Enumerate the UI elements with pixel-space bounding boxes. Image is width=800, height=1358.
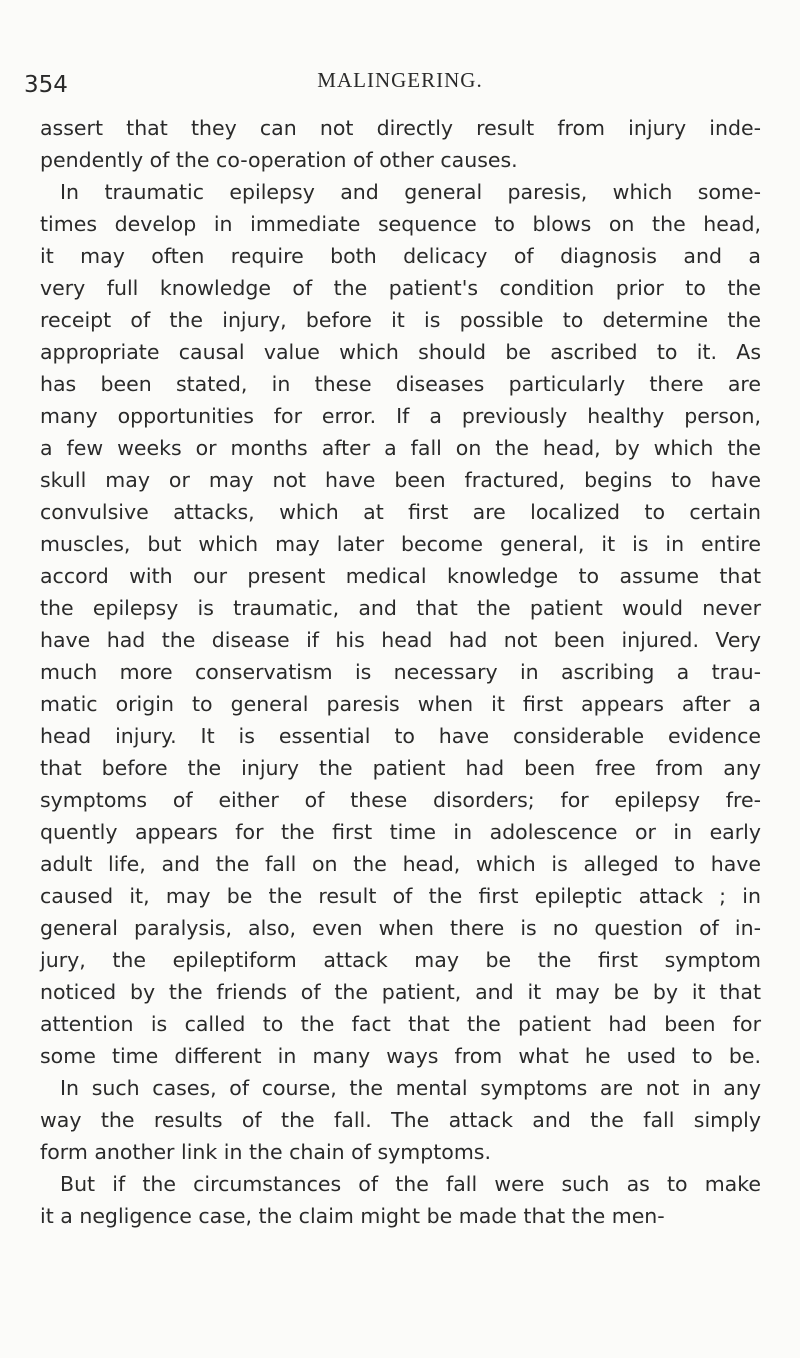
text-line (40, 784, 761, 816)
text-line (40, 560, 761, 592)
text-line (40, 912, 761, 944)
text-line-content: it may often require both delicacy of diagnosis and a (40, 244, 761, 268)
text-line-content: appropriate causal value which should be ascribed to it. As (40, 340, 761, 364)
text-line-content: quently appears for the first time in adolescence or in early (40, 820, 761, 844)
text-line-content: pendently of the co-operation of other causes. (40, 148, 518, 172)
text-line-content: skull may or may not have been fractured, begins to have (40, 468, 761, 492)
text-line (40, 656, 761, 688)
text-line (40, 624, 761, 656)
text-line-content: matic origin to general paresis when it first appears after a (40, 692, 761, 716)
text-line (40, 1200, 761, 1232)
text-line-content: it a negligence case, the claim might be made that the men- (40, 1204, 665, 1228)
text-line (40, 112, 761, 144)
text-line-content: noticed by the friends of the patient, and it may be by it that (40, 980, 761, 1004)
text-line (40, 688, 761, 720)
text-line (40, 400, 761, 432)
text-line (40, 304, 761, 336)
page-body (40, 112, 761, 1232)
text-line-content: the epilepsy is traumatic, and that the patient would never (40, 596, 761, 620)
text-line-content: way the results of the fall. The attack and the fall simply (40, 1108, 761, 1132)
text-line-content: receipt of the injury, before it is possible to determine the (40, 308, 761, 332)
text-line (40, 880, 761, 912)
text-line-content: much more conservatism is necessary in ascribing a trau- (40, 660, 761, 684)
running-title: MALINGERING. (317, 68, 483, 92)
text-line-content: has been stated, in these diseases particularly there are (40, 372, 761, 396)
text-line (40, 1168, 761, 1200)
text-line (40, 1072, 761, 1104)
text-line-content: head injury. It is essential to have considerable evidence (40, 724, 761, 748)
text-line (40, 432, 761, 464)
text-line (40, 720, 761, 752)
text-line-content: have had the disease if his head had not been injured. Very (40, 628, 761, 652)
text-line (40, 944, 761, 976)
text-line (40, 592, 761, 624)
page-number: 354 (24, 72, 68, 98)
text-line-content: jury, the epileptiform attack may be the first symptom (40, 948, 761, 972)
text-line-content: form another link in the chain of symptoms. (40, 1140, 491, 1164)
text-line (40, 1104, 761, 1136)
text-line-content: attention is called to the fact that the patient had been for (40, 1012, 761, 1036)
text-line (40, 1008, 761, 1040)
text-line-content: convulsive attacks, which at first are localized to certain (40, 500, 761, 524)
text-line-content: In such cases, of course, the mental symptoms are not in any (60, 1076, 761, 1100)
text-line-content: caused it, may be the result of the first epileptic attack ; in (40, 884, 761, 908)
text-line (40, 208, 761, 240)
text-line-content: a few weeks or months after a fall on the head, by which the (40, 436, 761, 460)
text-line (40, 976, 761, 1008)
text-line-content: But if the circumstances of the fall were such as to make (60, 1172, 761, 1196)
text-line-content: symptoms of either of these disorders; for epilepsy fre- (40, 788, 761, 812)
text-line-content: adult life, and the fall on the head, which is alleged to have (40, 852, 761, 876)
text-line-content: very full knowledge of the patient's condition prior to the (40, 276, 761, 300)
text-line (40, 272, 761, 304)
text-line (40, 816, 761, 848)
text-line (40, 1040, 761, 1072)
text-line-content: many opportunities for error. If a previously healthy person, (40, 404, 761, 428)
text-line-content: that before the injury the patient had been free from any (40, 756, 761, 780)
text-line (40, 752, 761, 784)
text-line (40, 528, 761, 560)
text-line (40, 336, 761, 368)
text-line-content: general paralysis, also, even when there is no question of in- (40, 916, 761, 940)
text-line (40, 496, 761, 528)
text-line (40, 1136, 761, 1168)
text-line-content: accord with our present medical knowledge to assume that (40, 564, 761, 588)
text-line-content: assert that they can not directly result from injury inde- (40, 116, 761, 140)
text-line (40, 176, 761, 208)
text-line-content: times develop in immediate sequence to blows on the head, (40, 212, 761, 236)
text-line-content: In traumatic epilepsy and general paresis, which some- (60, 180, 761, 204)
text-line (40, 240, 761, 272)
text-line-content: some time different in many ways from what he used to be. (40, 1044, 761, 1068)
text-line (40, 848, 761, 880)
text-line (40, 144, 761, 176)
text-line (40, 464, 761, 496)
text-line-content: muscles, but which may later become general, it is in entire (40, 532, 761, 556)
text-line (40, 368, 761, 400)
